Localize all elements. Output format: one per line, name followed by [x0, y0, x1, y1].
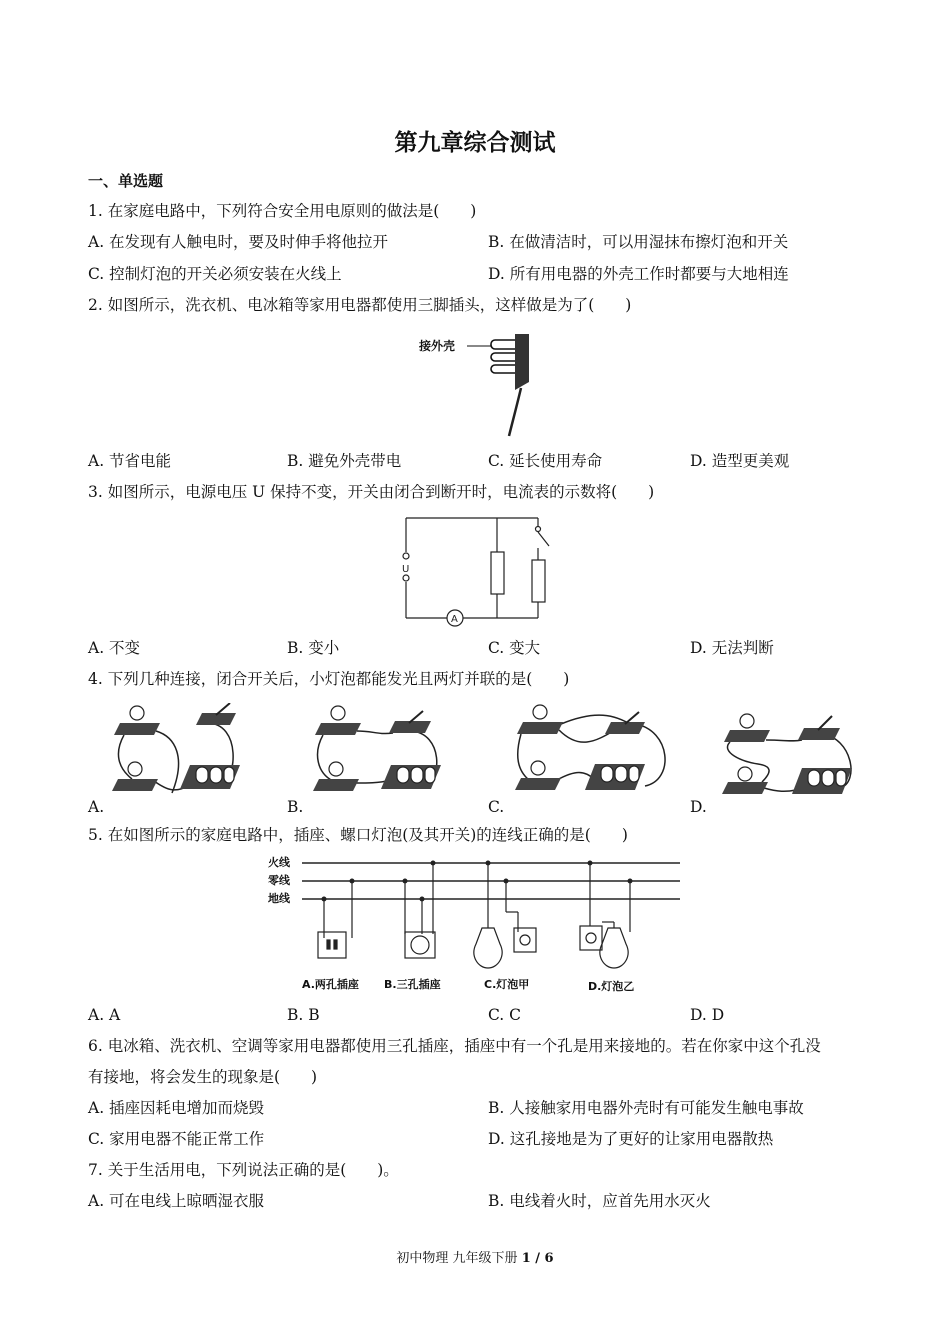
q5-option-b: B. B: [287, 1006, 320, 1024]
page-number: 1 / 6: [521, 1251, 554, 1266]
q1-option-a: A. 在发现有人触电时，要及时伸手将他拉开: [88, 233, 389, 251]
q1-option-b: B. 在做清洁时，可以用湿抹布擦灯泡和开关: [488, 233, 789, 251]
circuit-diagram-figure: [398, 512, 558, 630]
q4-option-b: B.: [287, 798, 304, 816]
q7-option-a: A. 可在电线上晾晒湿衣服: [88, 1192, 265, 1210]
q2-option-c: C. 延长使用寿命: [488, 452, 603, 470]
section-heading: 一、单选题: [88, 172, 164, 190]
q1-option-c: C. 控制灯泡的开关必须安装在火线上: [88, 265, 342, 283]
q6-option-d: D. 这孔接地是为了更好的让家用电器散热: [488, 1130, 774, 1148]
q6-option-c: C. 家用电器不能正常工作: [88, 1130, 265, 1148]
q5-option-a: A. A: [88, 1006, 121, 1024]
q5-option-d: D. D: [690, 1006, 725, 1024]
q4-stem: 4. 下列几种连接，闭合开关后，小灯泡都能发光且两灯并联的是( ): [88, 670, 570, 688]
three-pin-plug-figure: [405, 330, 530, 438]
q4-circuit-a: [112, 703, 247, 800]
q6-option-a: A. 插座因耗电增加而烧毁: [88, 1099, 265, 1117]
page-title: 第九章综合测试: [394, 130, 556, 156]
wire-ground-label: 地线: [268, 892, 290, 905]
caption-lamp-jia: C.灯泡甲: [484, 978, 530, 991]
q3-option-a: A. 不变: [88, 639, 141, 657]
q2-option-d: D. 造型更美观: [690, 452, 790, 470]
wire-live-label: 火线: [268, 856, 290, 869]
q6-stem-line2: 有接地，将会发生的现象是( ): [88, 1068, 318, 1086]
q4-circuit-c: [515, 700, 675, 800]
q4-option-a: A.: [88, 798, 105, 816]
q1-option-d: D. 所有用电器的外壳工作时都要与大地相连: [488, 265, 789, 283]
caption-three-hole-socket: B.三孔插座: [384, 978, 441, 991]
q3-stem: 3. 如图所示，电源电压 U 保持不变，开关由闭合到断开时，电流表的示数将( ): [88, 483, 655, 501]
q7-stem: 7. 关于生活用电，下列说法正确的是( )。: [88, 1161, 399, 1179]
q3-figure-a: A: [451, 614, 458, 625]
footer-text: 初中物理 九年级下册: [396, 1251, 522, 1266]
caption-lamp-yi: D.灯泡乙: [588, 980, 635, 993]
q6-stem-line1: 6. 电冰箱、洗衣机、空调等家用电器都使用三孔插座，插座中有一个孔是用来接地的。若在你家中这个孔没: [88, 1037, 821, 1055]
q5-stem: 5. 在如图所示的家庭电路中，插座、螺口灯泡(及其开关)的连线正确的是( ): [88, 826, 628, 844]
page-footer: [0, 1247, 950, 1266]
q4-circuit-b: [313, 703, 448, 800]
q6-option-b: B. 人接触家用电器外壳时有可能发生触电事故: [488, 1099, 804, 1117]
q2-option-a: A. 节省电能: [88, 452, 172, 470]
caption-two-hole-socket: A.两孔插座: [302, 978, 359, 991]
q7-option-b: B. 电线着火时，应首先用水灭火: [488, 1192, 711, 1210]
household-circuit-figure: [262, 852, 682, 998]
q2-stem: 2. 如图所示，洗衣机、电冰箱等家用电器都使用三脚插头，这样做是为了( ): [88, 296, 632, 314]
q3-figure-u: U: [402, 564, 410, 575]
q5-option-c: C. C: [488, 1006, 522, 1024]
q4-circuit-d: [722, 712, 862, 802]
wire-neutral-label: 零线: [268, 874, 290, 887]
q3-option-d: D. 无法判断: [690, 639, 774, 657]
q2-option-b: B. 避免外壳带电: [287, 452, 402, 470]
q3-option-b: B. 变小: [287, 639, 340, 657]
q4-option-d: D.: [690, 798, 707, 816]
q2-figure-label: 接外壳: [419, 339, 456, 353]
q1-stem: 1. 在家庭电路中，下列符合安全用电原则的做法是( ): [88, 202, 477, 220]
q3-option-c: C. 变大: [488, 639, 541, 657]
q4-option-c: C.: [488, 798, 505, 816]
